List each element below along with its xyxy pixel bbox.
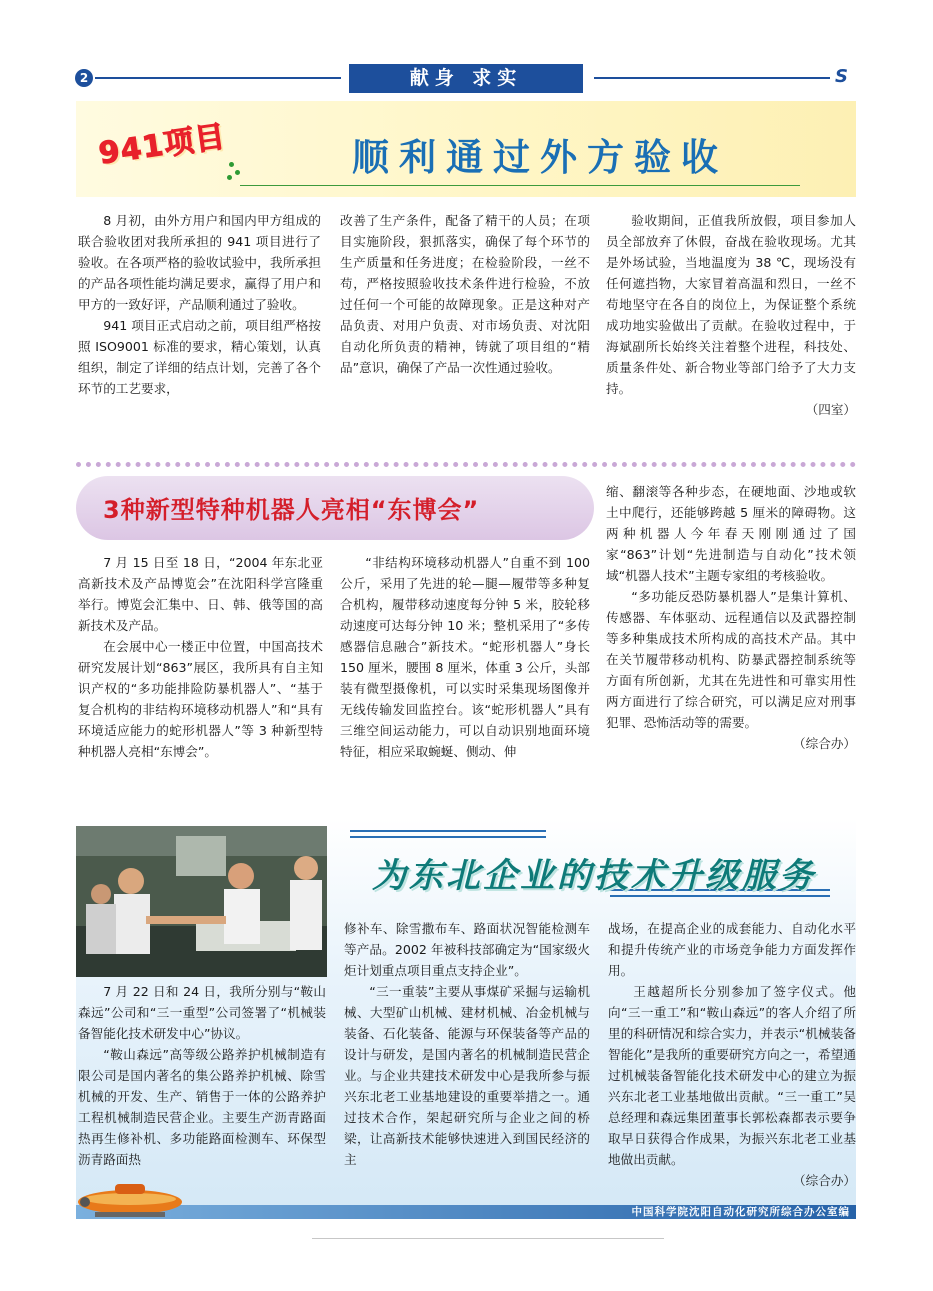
article2-signature: （综合办） — [793, 736, 856, 751]
paragraph: “非结构环境移动机器人”自重不到 100 公斤，采用了先进的轮—腿—履带等多种复合机构，履带移动速度每分钟 5 米，胶轮移动速度可达每分钟 10 米；整机采用了“多传感器信息融合”新技术。“蛇形机器人”身长 150 厘米，腰围 8 厘米，体重 3 公斤，头部装有微型摄像机，可以实时采集现场图像并无线传输发回监控台。该“蛇形机器人”具有三维空间运动能力，可以自动识别地面环境特征，相应采取蜿蜒、侧动、伸 — [340, 555, 590, 759]
paragraph: 改善了生产条件，配备了精干的人员；在项目实施阶段，狠抓落实，确保了每个环节的生产质量和任务进度；在检验阶段，一丝不苟，严格按照验收技术条件进行检验，不放过任何一个可能的故障现象。正是这种对产品负责、对用户负责、对市场负责、对沈阳自动化所负责的精神，铸就了项目组的“精品”意识，确保了产品一次性通过验收。 — [340, 213, 590, 375]
article2-column-2 — [340, 552, 590, 762]
paragraph: 8 月初，由外方用户和国内甲方组成的联合验收团对我所承担的 941 项目进行了验收。在各项严格的验收试验中，我所承担的产品各项性能均满足要求，赢得了用户和甲方的一致好评，产品顺利通过了验收。 — [78, 213, 321, 312]
paragraph: 修补车、除雪撒布车、路面状况智能检测车等产品。2002 年被科技部确定为“国家级火炬计划重点项目重点支持企业”。 — [344, 921, 590, 978]
article1-column-1 — [78, 210, 321, 399]
photo-illustration — [76, 826, 327, 977]
paragraph: “三一重装”主要从事煤矿采掘与运输机械、大型矿山机械、建材机械、冶金机械与装备、石化装备、能源与环保装备等产品的设计与研发，是国内著名的机械制造民营企业。与企业共建技术研发中心是我所参与振兴东北老工业基地建设的重要举措之一。通过技术合作，架起研究所与企业之间的桥梁，让高新技术能够快速进入到国民经济的主 — [344, 984, 590, 1167]
article1-title: 顺利通过外方验收 — [352, 135, 728, 179]
paragraph: 在会展中心一楼正中位置，中国高技术研究发展计划“863”展区，我所具有自主知识产权的“多功能排险防暴机器人”、“基于复合机构的非结构环境移动机器人”和“具有环境适应能力的蛇形机器人”等 3 种新型特种机器人亮相“东博会”。 — [78, 639, 323, 759]
article3-column-1 — [78, 981, 326, 1170]
paragraph: “鞍山森远”高等级公路养护机械制造有限公司是国内著名的集公路养护机械、除雪机械的开发、生产、销售于一体的公路养护工程机械制造民营企业。主要生产沥青路面热再生修补机、多功能路面检测车、环保型沥青路面热 — [78, 1047, 326, 1167]
article3-column-2 — [344, 918, 590, 1170]
article1-signature: （四室） — [805, 402, 856, 417]
header-rule-right — [594, 77, 830, 79]
paragraph: 941 项目正式启动之前，项目组严格按照 ISO9001 标准的要求，精心策划，认真组织，制定了详细的结点计划，完善了各个环节的工艺要求， — [78, 318, 321, 396]
footer-text: 中国科学院沈阳自动化研究所综合办公室编 — [631, 1206, 850, 1218]
page-bottom-rule — [312, 1238, 664, 1239]
article2-title: 3种新型特种机器人亮相“东博会” — [103, 496, 480, 524]
paragraph: 7 月 22 日和 24 日，我所分别与“鞍山森远”公司和“三一重型”公司签署了“机械装备智能化技术研发中心”协议。 — [78, 984, 326, 1041]
corner-mark: S — [835, 66, 848, 87]
article3-column-3 — [608, 918, 856, 1191]
paragraph: “多功能反恐防暴机器人”是集计算机、传感器、车体驱动、远程通信以及武器控制等多种集成技术所构成的高技术产品。其中在关节履带移动机构、防暴武器控制系统等方面有所创新，尤其在先进性和可靠实用性两方面进行了综合研究，可以满足应对刑事犯罪、恐怖活动等的需要。 — [606, 589, 856, 730]
article1-column-2 — [340, 210, 590, 378]
paragraph: 王越超所长分别参加了签字仪式。他向“三一重工”和“鞍山森远”的客人介绍了所里的科研情况和综合实力，并表示“机械装备智能化”是我所的重要研究方向之一，希望通过机械装备智能化技术研发中心的建立为振兴东北老工业基地做出贡献。“三一重工”吴总经理和森远集团董事长郭松森都表示要争取早日获得合作成果，为振兴东北老工业基地做出贡献。 — [608, 984, 856, 1167]
project-stamp: 941项目 — [96, 119, 228, 172]
section-title: 献身 求实 — [349, 64, 583, 93]
section-divider — [76, 462, 856, 467]
title-underline — [240, 185, 800, 186]
paragraph: 验收期间，正值我所放假，项目参加人员全部放弃了休假，奋战在验收现场。尤其是外场试验，当地温度为 38 ℃，现场没有任何遮挡物，大家冒着高温和烈日，一丝不苟地坚守在各自的岗位上，为保证整个系统成功地实验做出了贡献。在验收过程中，于海斌副所长始终关注着整个进程，科技处、质量条件处、新合物业等部门给予了大力支持。 — [606, 213, 856, 396]
article1-column-3 — [606, 210, 856, 420]
paragraph: 战场，在提高企业的成套能力、自动化水平和提升传统产业的市场竞争能力方面发挥作用。 — [608, 921, 856, 978]
article2-column-3 — [606, 481, 856, 754]
paragraph: 7 月 15 日至 18 日，“2004 年东北亚高新技术及产品博览会”在沈阳科学宫隆重举行。博览会汇集中、日、韩、俄等国的高新技术及产品。 — [78, 555, 323, 633]
signing-ceremony-photo — [76, 826, 327, 977]
page-number: 2 — [75, 69, 93, 87]
article2-column-1 — [78, 552, 323, 762]
article3-signature: （综合办） — [793, 1173, 856, 1188]
submersible-robot-icon — [75, 1172, 185, 1226]
header-rule-left — [95, 77, 341, 79]
paragraph: 缩、翻滚等各种步态，在硬地面、沙地或软土中爬行，还能够跨越 5 厘米的障碍物。这两种机器人今年春天刚刚通过了国家“863”计划“先进制造与自动化”技术领域“机器人技术”主题专家组的考核验收。 — [606, 484, 856, 583]
article3-title: 为东北企业的技术升级服务 — [372, 856, 816, 896]
